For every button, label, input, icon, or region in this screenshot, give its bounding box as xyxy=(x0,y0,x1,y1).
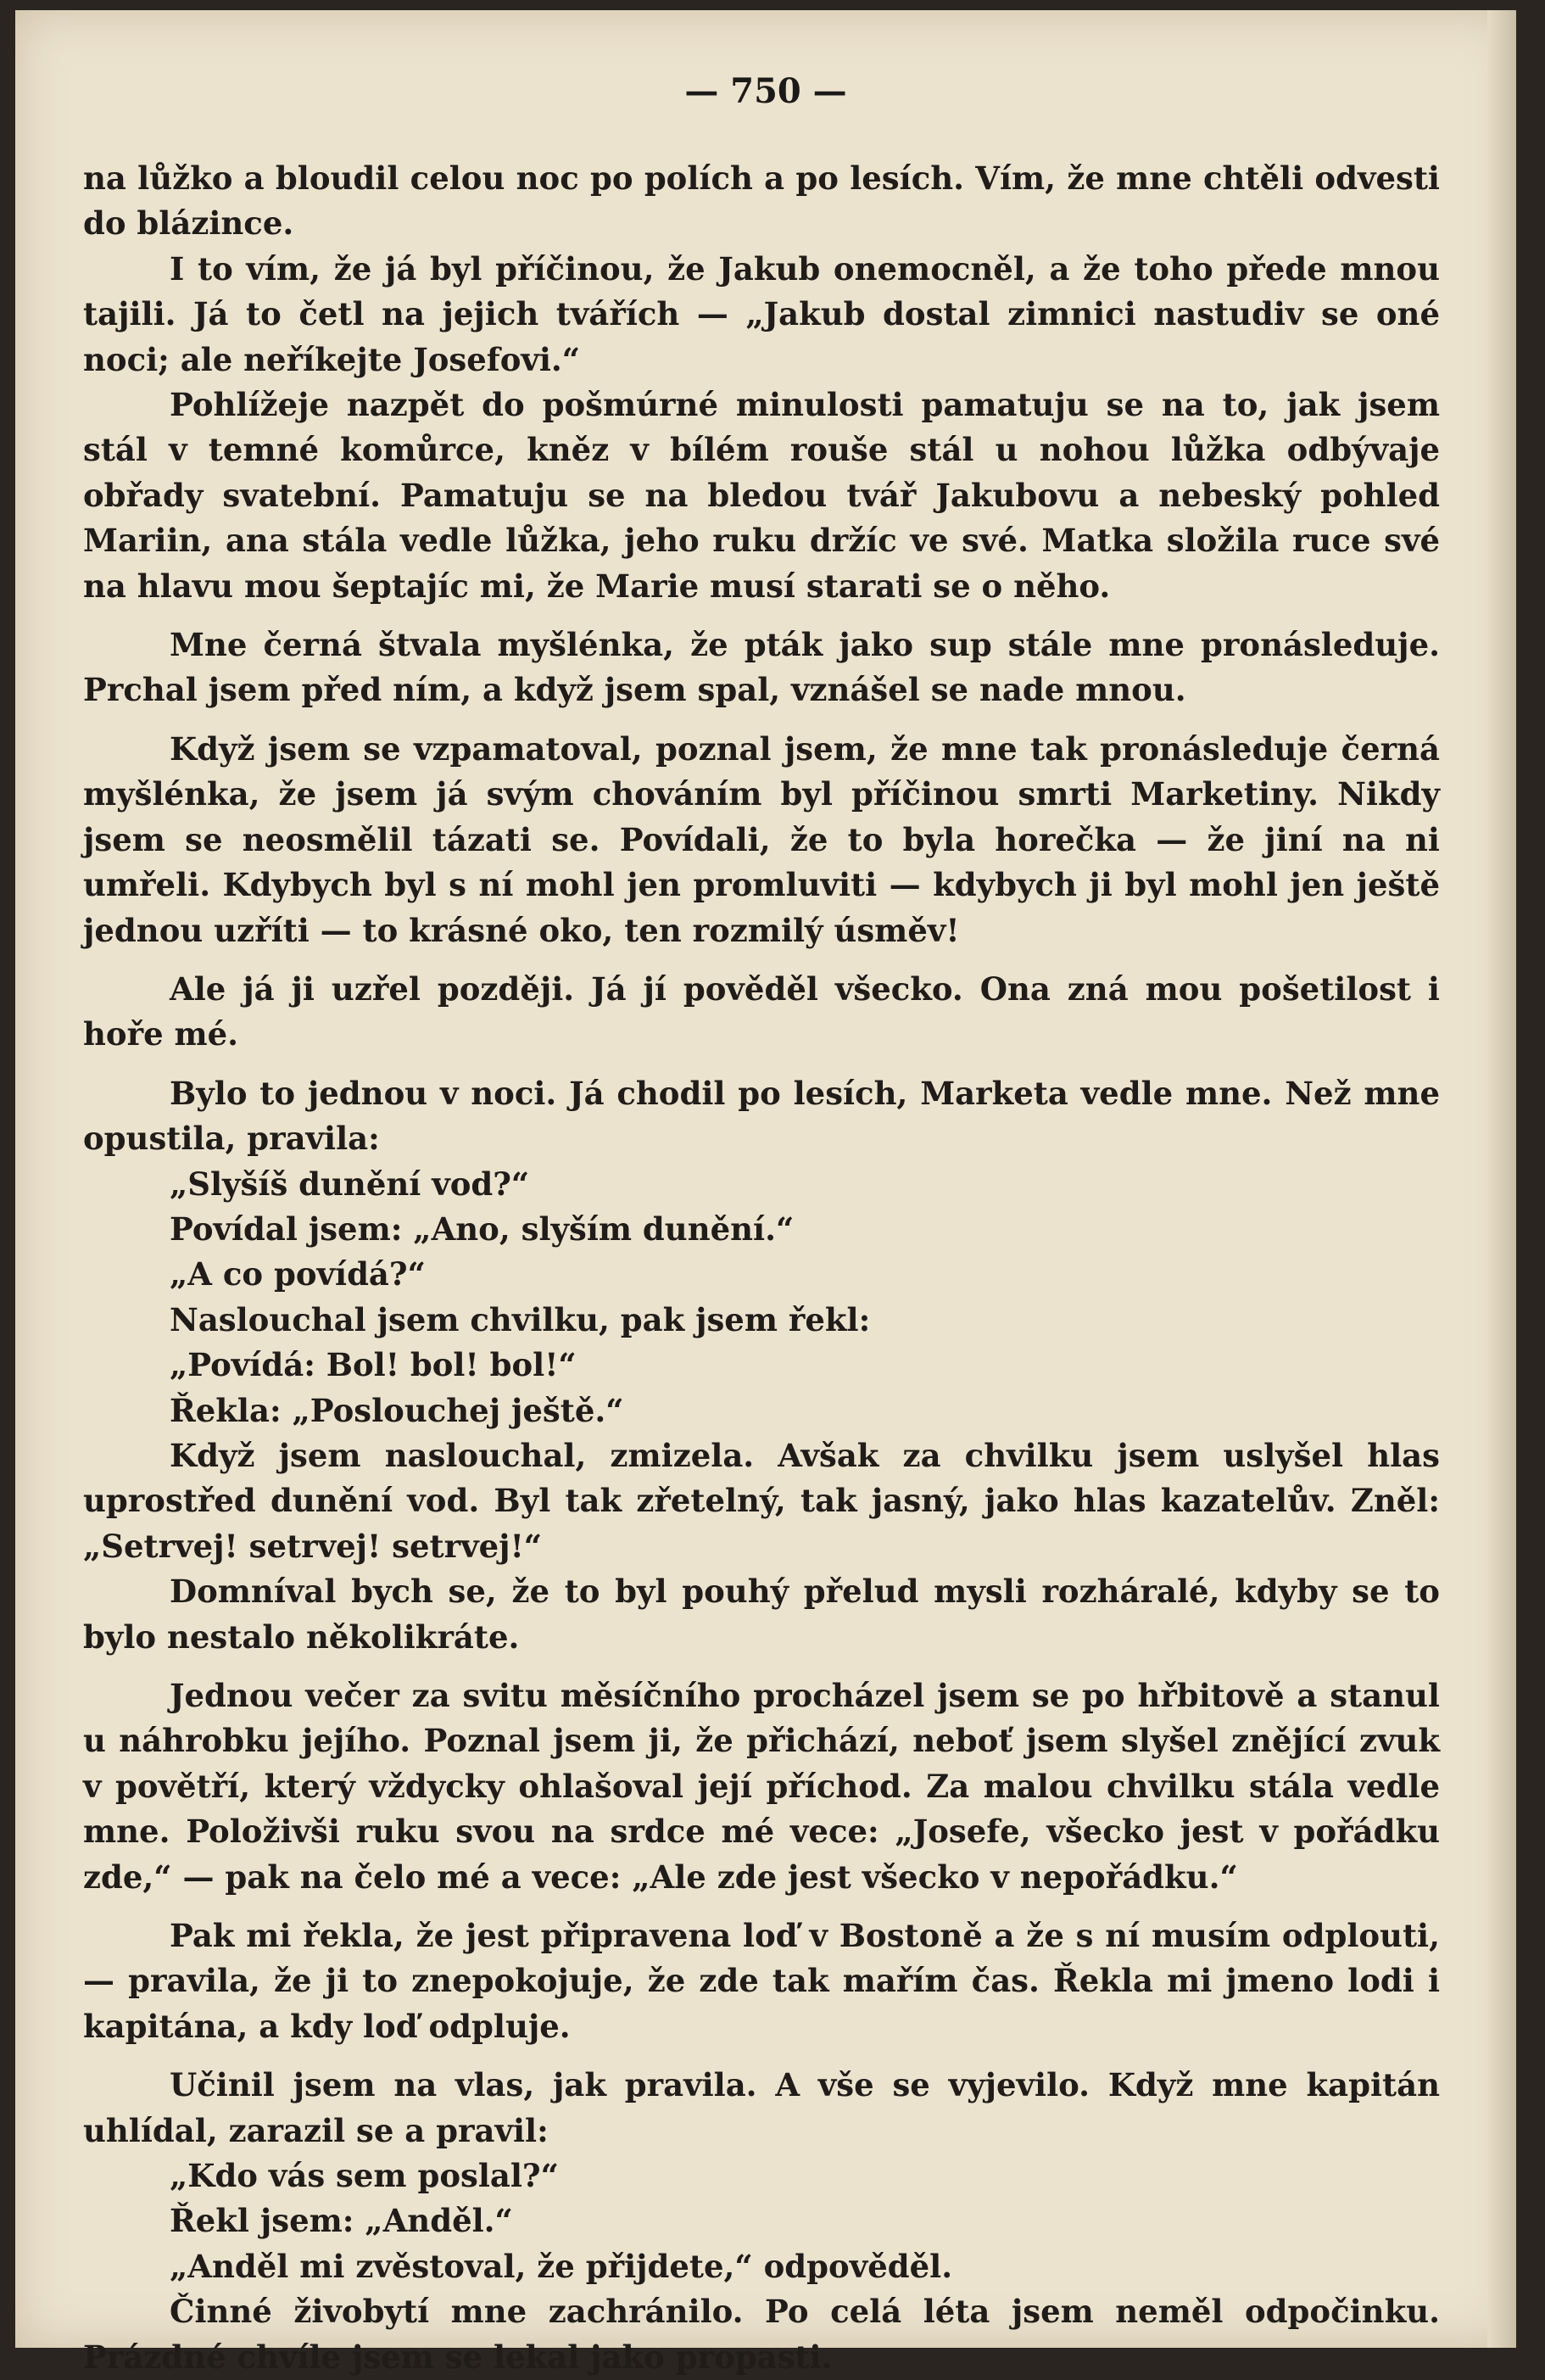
dialogue-line: „A co povídá?“ xyxy=(170,1255,426,1293)
paragraph: Domníval bych se, že to byl pouhý přelud mysli rozháralé, kdyby se to bylo nestalo několikráte. xyxy=(83,1573,1440,1656)
paragraph: I to vím, že já byl příčinou, že Jakub onemocněl, a že toho přede mnou tajili. Já to četl na jejich tvářích — „Jakub dostal zimnici nastudiv se oné noci; ale neříkejte Josefovi.“ xyxy=(83,249,1440,378)
paragraph: Bylo to jednou v noci. Já chodil po lesích, Marketa vedle mne. Než mne opustila, pravila: xyxy=(83,1074,1440,1158)
dialogue-line: Řekl jsem: „Anděl.“ xyxy=(170,2202,513,2240)
paragraph: Ale já ji uzřel později. Já jí pověděl všecko. Ona zná mou pošetilost i hoře mé. xyxy=(83,969,1440,1053)
page-number: — 750 — xyxy=(684,71,847,111)
dialogue-line: „Anděl mi zvěstoval, že přijdete,“ odpověděl. xyxy=(170,2247,953,2285)
paragraph: Učinil jsem na vlas, jak pravila. A vše se vyjevilo. Když mne kapitán uhlídal, zarazil se a pravil: xyxy=(83,2066,1440,2149)
paragraph: Pohlížeje nazpět do pošmúrné minulosti pamatuju se na to, jak jsem stál v temné komůrce, kněz v bílém rouše stál u nohou lůžka odbývaje obřady svatební. Pamatuju se na bledou tvář Jakubovu a nebeský pohled Mariin, ana stála vedle lůžka, jeho ruku držíc ve své. Matka složila ruce své na hlavu mou šeptajíc mi, že Marie musí starati se o něho. xyxy=(83,386,1440,605)
dialogue-line: „Slyšíš dunění vod?“ xyxy=(170,1165,530,1203)
paragraph: Když jsem naslouchal, zmizela. Avšak za chvilku jsem uslyšel hlas uprostřed dunění vod. Byl tak zřetelný, tak jasný, jako hlas kazatelův. Zněl: „Setrvej! setrvej! setrvej!“ xyxy=(83,1436,1440,1565)
paragraph: na lůžko a bloudil celou noc po polích a po lesích. Vím, že mne chtěli odvesti do blázince. xyxy=(83,159,1440,243)
paragraph: Mne černá štvala myšlénka, že pták jako sup stále mne pronásleduje. Prchal jsem před ním, a když jsem spal, vznášel se nade mnou. xyxy=(83,626,1440,709)
paragraph: Činné živobytí mne zachránilo. Po celá léta jsem neměl odpočinku. Prázdné chvíle jsem se lekal jako propasti. xyxy=(83,2293,1440,2376)
paragraph: Pak mi řekla, že jest připravena loď v Bostoně a že s ní musím odplouti, — pravila, že ji to znepokojuje, že zde tak mařím čas. Řekla mi jmeno lodi i kapitána, a kdy loď odpluje. xyxy=(83,1917,1440,2045)
page-edge xyxy=(1487,10,1516,2348)
dialogue-line: „Kdo vás sem poslal?“ xyxy=(170,2157,559,2195)
body-text xyxy=(83,156,1440,2380)
dialogue-line: Naslouchal jsem chvilku, pak jsem řekl: xyxy=(170,1300,871,1338)
paragraph: Když jsem se vzpamatoval, poznal jsem, že mne tak pronásleduje černá myšlénka, že jsem já svým chováním byl příčinou smrti Marketiny. Nikdy jsem se neosmělil tázati se. Povídali, že to byla horečka — že jiní na ni umřeli. Kdybych byl s ní mohl jen promluviti — kdybych ji byl mohl jen ještě jednou uzříti — to krásné oko, ten rozmilý úsměv! xyxy=(83,729,1440,949)
dialogue-line: „Povídá: Bol! bol! bol!“ xyxy=(170,1346,577,1384)
dialogue-line: Povídal jsem: „Ano, slyším dunění.“ xyxy=(170,1210,795,1248)
dialogue-line: Řekla: „Poslouchej ještě.“ xyxy=(170,1391,624,1429)
book-page xyxy=(15,10,1516,2376)
paragraph: Jednou večer za svitu měsíčního procházel jsem se po hřbitově a stanul u náhrobku jejího. Poznal jsem ji, že přichází, neboť jsem slyšel znějící zvuk v povětří, který vždycky ohlašoval její příchod. Za malou chvilku stála vedle mne. Položivši ruku svou na srdce mé vece: „Josefe, všecko jest v pořádku zde,“ — pak na čelo mé a vece: „Ale zde jest všecko v nepořádku.“ xyxy=(83,1677,1440,1896)
